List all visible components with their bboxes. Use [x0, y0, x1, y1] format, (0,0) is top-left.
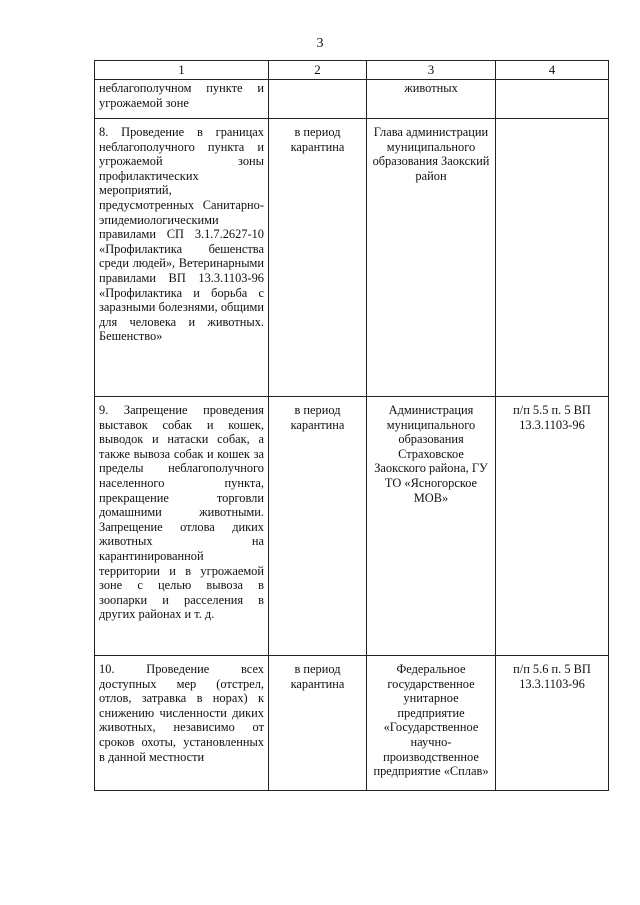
measure-cell: [95, 397, 269, 656]
term-cell: [269, 397, 367, 656]
term-text: [273, 80, 362, 81]
measure-text: 8. Проведение в границах неблагополучного пункта и угрожаемой зоны профилактических мероприятий, предусмотренных Санитарно-эпидемиологическими правилами СП 3.1.7.2627-10 «Профилактика бешенства среди людей», Ветеринарными правилами ВП 13.3.1103-96 «Профилактика и борьба с заразными болезнями, общими для человека и животных. Бешенство»: [99, 125, 264, 344]
term-cell: [269, 80, 367, 119]
column-header-2: 2: [269, 61, 367, 80]
measures-table: [94, 60, 609, 791]
column-header-1: 1: [95, 61, 269, 80]
term-text: в период карантина: [290, 125, 345, 154]
page-number: 3: [316, 36, 324, 51]
measure-cell: [95, 80, 269, 119]
responsible-text: Федеральное государственное унитарное предприятие «Государственное научно-производственное предприятие «Сплав»: [373, 662, 489, 779]
column-header-4: 4: [496, 61, 609, 80]
table-row-continuation: [95, 80, 609, 119]
responsible-text: Глава администрации муниципального образования Заокский район: [372, 125, 490, 183]
table-header-row: [95, 61, 609, 80]
table-row-8: [95, 119, 609, 397]
responsible-cell: [367, 119, 496, 397]
basis-cell: [496, 119, 609, 397]
basis-cell: [496, 80, 609, 119]
measure-text: неблагополучном пункте и угрожаемой зоне: [99, 81, 264, 110]
table-row-10: [95, 656, 609, 791]
basis-text: [500, 119, 604, 125]
basis-text: [500, 80, 604, 81]
responsible-text: животных: [404, 81, 458, 95]
measure-cell: [95, 656, 269, 791]
measure-cell: [95, 119, 269, 397]
basis-cell: [496, 656, 609, 791]
measure-text: 9. Запрещение проведения выставок собак и кошек, выводок и натаски собак, а также вывоза собак и кошек за пределы неблагополучного населенного пункта, прекращение торговли домашними животными. Запрещение отлова диких животных на карантинированной территории и в угрожаемой зоне с целью вывоза в зоопарки и расселения в других районах и т. д.: [99, 403, 264, 622]
responsible-cell: [367, 397, 496, 656]
term-cell: [269, 656, 367, 791]
column-header-3: 3: [367, 61, 496, 80]
term-text: в период карантина: [290, 403, 345, 432]
basis-text: п/п 5.6 п. 5 ВП 13.3.1103-96: [513, 662, 591, 691]
term-cell: [269, 119, 367, 397]
measure-text: 10. Проведение всех доступных мер (отстрел, отлов, затравка в норах) к снижению численности диких животных, независимо от сроков охоты, установленных в данной местности: [99, 662, 264, 764]
term-text: в период карантина: [290, 662, 345, 691]
table-row-9: [95, 397, 609, 656]
responsible-cell: [367, 656, 496, 791]
responsible-cell: [367, 80, 496, 119]
responsible-text: Администрация муниципального образования Страховское Заокского района, ГУ ТО «Ясногорское МОВ»: [374, 403, 488, 505]
basis-cell: [496, 397, 609, 656]
basis-text: п/п 5.5 п. 5 ВП 13.3.1103-96: [513, 403, 591, 432]
